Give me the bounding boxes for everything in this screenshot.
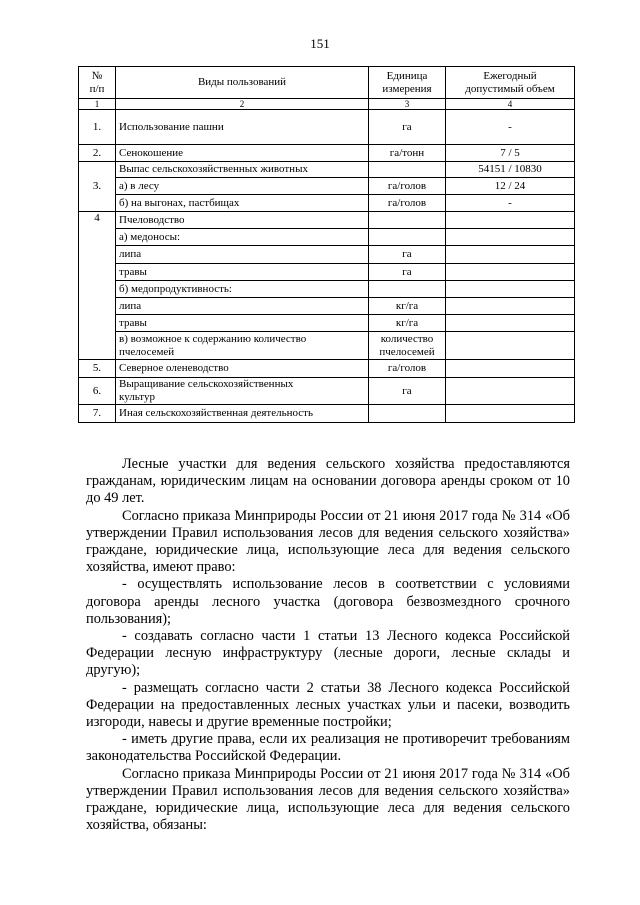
row-unit: га/голов: [369, 178, 446, 195]
row-volume: [446, 360, 575, 378]
row-unit: га: [369, 378, 446, 405]
column-number: 1: [79, 99, 116, 110]
row-name: Использование пашни: [116, 110, 369, 145]
row-unit: [369, 229, 446, 246]
row-unit: кг/га: [369, 298, 446, 315]
table-row: [79, 162, 575, 178]
header-unit: [369, 67, 446, 99]
page-number: 151: [310, 36, 330, 51]
row-volume: -: [446, 195, 575, 212]
row-volume: 54151 / 10830: [446, 162, 575, 178]
row-unit: [369, 281, 446, 298]
row-name: Выпас сельскохозяйственных животных: [116, 162, 369, 178]
row-num: 1.: [79, 110, 116, 145]
row-unit: количество пчелосемей: [369, 332, 446, 360]
row-name: б) на выгонах, пастбищах: [116, 195, 369, 212]
header-volume-label: Ежегодный допустимый объем: [465, 69, 555, 95]
table-row: [79, 145, 575, 162]
header-name: [116, 67, 369, 99]
header-name-label: Виды пользований: [197, 76, 287, 88]
row-name: травы: [116, 315, 369, 332]
table-row: [79, 195, 575, 212]
row-name: а) медоносы:: [116, 229, 369, 246]
row-unit: га: [369, 110, 446, 145]
table-row: [79, 298, 575, 315]
row-volume: [446, 332, 575, 360]
row-name: травы: [116, 264, 369, 281]
table-row: [79, 264, 575, 281]
row-name: б) медопродуктивность:: [116, 281, 369, 298]
table-row: [79, 332, 575, 360]
row-volume: [446, 246, 575, 264]
row-volume: -: [446, 110, 575, 145]
row-name: липа: [116, 298, 369, 315]
row-unit: га: [369, 246, 446, 264]
table-row: [79, 281, 575, 298]
column-number-row: [79, 99, 575, 110]
row-num: 5.: [79, 360, 116, 378]
row-num: 3.: [79, 162, 116, 212]
row-num: 7.: [79, 405, 116, 423]
row-num: 2.: [79, 145, 116, 162]
land-use-table: [78, 66, 575, 423]
row-unit: кг/га: [369, 315, 446, 332]
row-volume: [446, 405, 575, 423]
row-unit: [369, 212, 446, 229]
row-unit: [369, 162, 446, 178]
row-name: Выращивание сельскохозяйственных культур: [116, 378, 369, 405]
row-volume: [446, 212, 575, 229]
table-row: [79, 110, 575, 145]
paragraph: - иметь другие права, если их реализация не противоречит требованиям законодательства Российской Федерации.: [86, 731, 570, 765]
header-num-label: № п/п: [89, 69, 105, 95]
row-volume: 12 / 24: [446, 178, 575, 195]
row-name: Иная сельскохозяйственная деятельность: [116, 405, 369, 423]
row-volume: [446, 281, 575, 298]
table-row: [79, 246, 575, 264]
row-volume: [446, 229, 575, 246]
paragraph: - размещать согласно части 2 статьи 38 Лесного кодекса Российской Федерации на предоставленных лесных участках ульи и пасеки, возводить изгороди, навесы и другие временные постройки;: [86, 679, 570, 731]
table-header-row: [79, 67, 575, 99]
header-volume: [446, 67, 575, 99]
table-row: [79, 315, 575, 332]
row-volume: [446, 315, 575, 332]
row-unit: га/тонн: [369, 145, 446, 162]
row-num: 6.: [79, 378, 116, 405]
column-number: 3: [369, 99, 446, 110]
row-num: 4: [79, 212, 116, 360]
row-name: а) в лесу: [116, 178, 369, 195]
row-name: Пчеловодство: [116, 212, 369, 229]
table-row: [79, 178, 575, 195]
row-unit: га/голов: [369, 195, 446, 212]
table-row: [79, 229, 575, 246]
paragraph: - создавать согласно части 1 статьи 13 Лесного кодекса Российской Федерации лесную инфраструктуру (лесные дороги, лесные склады и другую);: [86, 628, 570, 679]
column-number: 2: [116, 99, 369, 110]
row-unit: га: [369, 264, 446, 281]
row-volume: [446, 378, 575, 405]
row-volume: 7 / 5: [446, 145, 575, 162]
header-unit-label: Единица измерения: [382, 69, 432, 95]
row-volume: [446, 298, 575, 315]
table-row: [79, 212, 575, 229]
paragraph: Согласно приказа Минприроды России от 21 июня 2017 года № 314 «Об утверждении Правил использования лесов для ведения сельского хозяйства» граждане, юридические лица, использующие леса для ведения сельского хозяйства, обязаны:: [86, 765, 570, 834]
column-number: 4: [446, 99, 575, 110]
header-num: [79, 67, 116, 99]
paragraph: Лесные участки для ведения сельского хозяйства предоставляются гражданам, юридическим лицам на основании договора аренды сроком от 10 до 49 лет.: [86, 456, 570, 507]
paragraph: Согласно приказа Минприроды России от 21 июня 2017 года № 314 «Об утверждении Правил использования лесов для ведения сельского хозяйства» граждане, юридические лица, использующие леса для ведения сельского хозяйства, имеют право:: [86, 507, 570, 576]
row-name: Сенокошение: [116, 145, 369, 162]
table-row: [79, 405, 575, 423]
row-unit: га/голов: [369, 360, 446, 378]
row-name: Северное оленеводство: [116, 360, 369, 378]
table-row: [79, 360, 575, 378]
row-unit: [369, 405, 446, 423]
body-text: [86, 456, 570, 834]
row-volume: [446, 264, 575, 281]
table-row: [79, 378, 575, 405]
row-name: липа: [116, 246, 369, 264]
row-name: в) возможное к содержанию количество пчелосемей: [116, 332, 369, 360]
paragraph: - осуществлять использование лесов в соответствии с условиями договора аренды лесного участка (договора безвозмездного срочного пользования);: [86, 576, 570, 627]
